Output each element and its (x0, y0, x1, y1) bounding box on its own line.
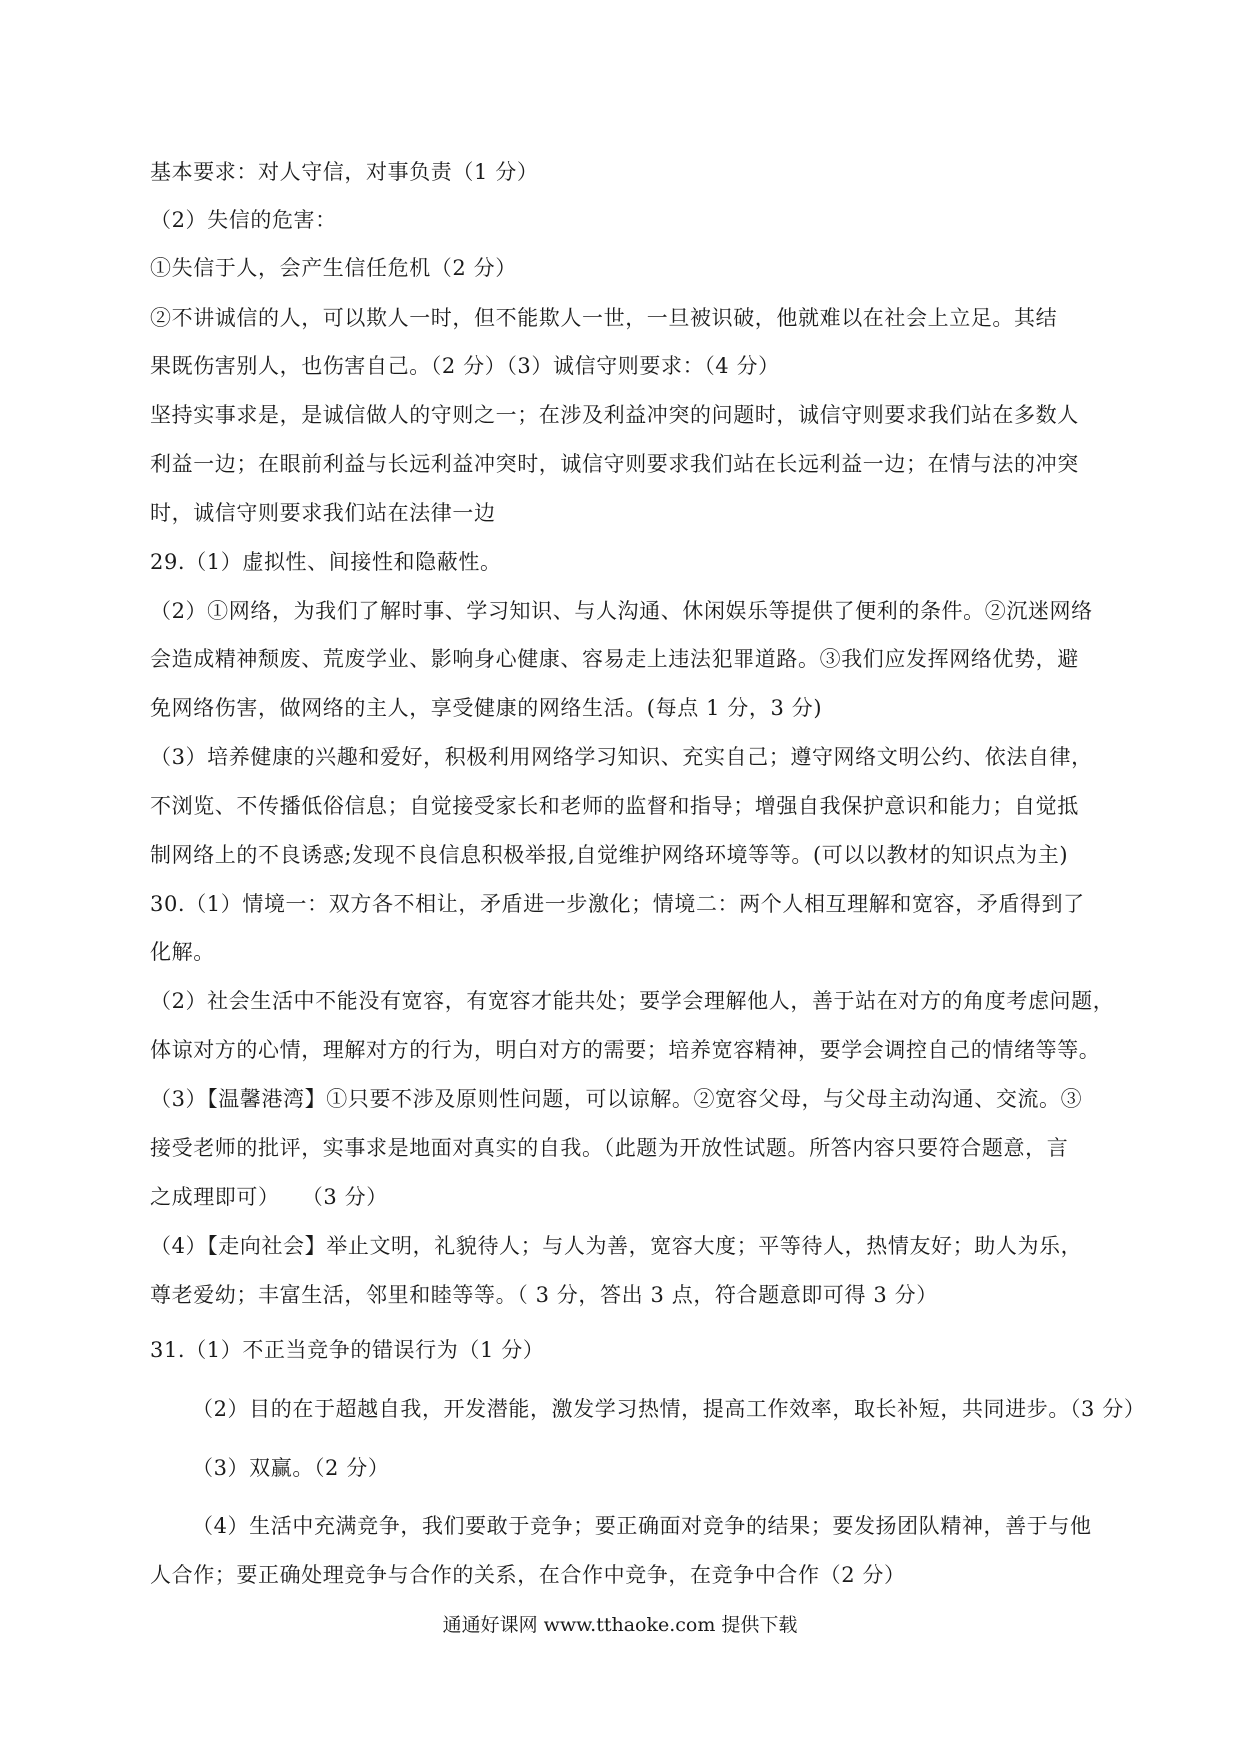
text-line: （3）【温馨港湾】①只要不涉及原则性问题，可以谅解。②宽容父母，与父母主动沟通、交流。③ (150, 1087, 1083, 1111)
text-line: 免网络伤害，做网络的主人，享受健康的网络生活。(每点 1 分，3 分) (150, 696, 823, 720)
text-line: 会造成精神颓废、荒废学业、影响身心健康、容易走上违法犯罪道路。③我们应发挥网络优势，避 (150, 647, 1079, 671)
text-line: （3）双赢。（2 分） (192, 1456, 390, 1480)
text-line: ②不讲诚信的人，可以欺人一时，但不能欺人一世，一旦被识破，他就难以在社会上立足。其结 (150, 306, 1058, 330)
text-line: ①失信于人，会产生信任危机（2 分） (150, 256, 517, 280)
text-line: （4）生活中充满竞争，我们要敢于竞争；要正确面对竞争的结果；要发扬团队精神，善于与他 (192, 1514, 1092, 1538)
text-line: （3）培养健康的兴趣和爱好，积极利用网络学习知识、充实自己；遵守网络文明公约、依法自律， (150, 745, 1093, 769)
text-line: 果既伤害别人，也伤害自己。（2 分）（3）诚信守则要求：（4 分） (150, 354, 780, 378)
text-line: （2）失信的危害： (150, 208, 337, 232)
text-line: （4）【走向社会】举止文明，礼貌待人；与人为善，宽容大度；平等待人，热情友好；助人为乐， (150, 1234, 1083, 1258)
text-line: 基本要求：对人守信，对事负责（1 分） (150, 160, 539, 184)
text-line: 不浏览、不传播低俗信息；自觉接受家长和老师的监督和指导；增强自我保护意识和能力；自觉抵 (150, 794, 1079, 818)
page-footer: 通通好课网 www.tthaoke.com 提供下载 (442, 1614, 798, 1636)
text-line: 人合作；要正确处理竞争与合作的关系，在合作中竞争，在竞争中合作（2 分） (150, 1563, 906, 1587)
text-line: （2）目的在于超越自我，开发潜能，激发学习热情，提高工作效率，取长补短，共同进步。（3 分） (192, 1397, 1146, 1421)
text-line: 时，诚信守则要求我们站在法律一边 (150, 501, 496, 525)
text-line: 接受老师的批评，实事求是地面对真实的自我。（此题为开放性试题。所答内容只要符合题意，言 (150, 1136, 1069, 1160)
text-line: 坚持实事求是，是诚信做人的守则之一；在涉及利益冲突的问题时，诚信守则要求我们站在多数人 (150, 403, 1079, 427)
text-line: （2）社会生活中不能没有宽容，有宽容才能共处；要学会理解他人，善于站在对方的角度考虑问题， (150, 989, 1115, 1013)
text-line: 利益一边；在眼前利益与长远利益冲突时，诚信守则要求我们站在长远利益一边；在情与法的冲突 (150, 452, 1079, 476)
text-line: 29.（1）虚拟性、间接性和隐蔽性。 (150, 550, 502, 574)
text-line: 31.（1）不正当竞争的错误行为（1 分） (150, 1338, 545, 1362)
text-line: 尊老爱幼；丰富生活，邻里和睦等等。（ 3 分，答出 3 点，符合题意即可得 3 分） (150, 1283, 938, 1307)
text-line: 体谅对方的心情，理解对方的行为，明白对方的需要；培养宽容精神，要学会调控自己的情绪等等。 (150, 1038, 1101, 1062)
text-line: 之成理即可） （3 分） (150, 1185, 388, 1209)
text-line: 制网络上的不良诱惑;发现不良信息积极举报,自觉维护网络环境等等。(可以以教材的知识点为主) (150, 843, 1069, 867)
text-line: 化解。 (150, 940, 215, 964)
text-line: 30.（1）情境一：双方各不相让，矛盾进一步激化；情境二：两个人相互理解和宽容，矛盾得到了 (150, 892, 1085, 916)
text-line: （2）①网络，为我们了解时事、学习知识、与人沟通、休闲娱乐等提供了便利的条件。②沉迷网络 (150, 599, 1093, 623)
